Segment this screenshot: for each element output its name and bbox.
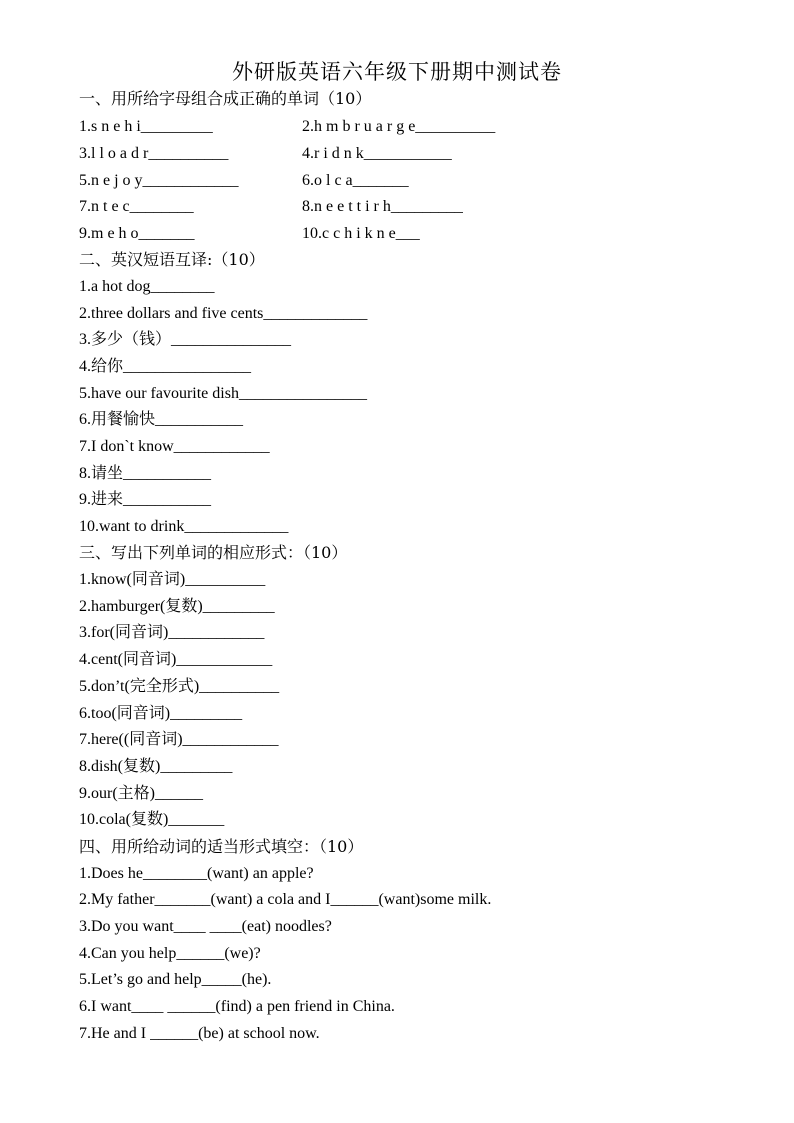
s2-item-10: 10.want to drink_____________ — [79, 518, 289, 535]
s3-item-1: 1.know(同音词)__________ — [79, 571, 266, 588]
s3-item-5: 5.don’t(完全形式)__________ — [79, 678, 280, 695]
s3-item-3: 3.for(同音词)____________ — [79, 624, 265, 641]
s3-item-4: 4.cent(同音词)____________ — [79, 651, 273, 668]
section1-heading: 一、用所给字母组合成正确的单词（10） — [79, 89, 372, 108]
s2-item-4: 4.给你________________ — [79, 358, 252, 375]
s3-item-7: 7.here((同音词)____________ — [79, 731, 279, 748]
s1-item-10: 10.c c h i k n e___ — [302, 225, 420, 242]
s3-item-8: 8.dish(复数)_________ — [79, 758, 233, 775]
s3-item-10: 10.cola(复数)_______ — [79, 811, 225, 828]
s2-item-8: 8.请坐___________ — [79, 465, 212, 482]
s2-item-1: 1.a hot dog________ — [79, 278, 215, 295]
section3-heading: 三、写出下列单词的相应形式：（10） — [79, 543, 348, 562]
s4-item-3: 3.Do you want____ ____(eat) noodles? — [79, 918, 332, 935]
s2-item-3: 3.多少（钱）_______________ — [79, 331, 292, 348]
s1-item-6: 6.o l c a_______ — [302, 172, 409, 189]
s4-item-4: 4.Can you help______(we)? — [79, 945, 261, 962]
s2-item-2: 2.three dollars and five cents_____________ — [79, 305, 368, 322]
s1-item-8: 8.n e e t t i r h_________ — [302, 198, 463, 215]
s4-item-6: 6.I want____ ______(find) a pen friend in China. — [79, 998, 395, 1015]
s1-item-9: 9.m e h o_______ — [79, 225, 195, 242]
s1-item-1: 1.s n e h i_________ — [79, 118, 213, 135]
s3-item-9: 9.our(主格)______ — [79, 785, 203, 802]
section4-heading: 四、用所给动词的适当形式填空：（10） — [79, 837, 364, 856]
s3-item-2: 2.hamburger(复数)_________ — [79, 598, 275, 615]
s4-item-2: 2.My father_______(want) a cola and I______(want)some milk. — [79, 891, 492, 908]
section2-heading: 二、英汉短语互译:（10） — [79, 250, 265, 269]
s1-item-5: 5.n e j o y____________ — [79, 172, 239, 189]
s2-item-6: 6.用餐愉快___________ — [79, 411, 244, 428]
s1-item-2: 2.h m b r u a r g e__________ — [302, 118, 496, 135]
s4-item-1: 1.Does he________(want) an apple? — [79, 865, 314, 882]
s2-item-5: 5.have our favourite dish________________ — [79, 385, 367, 402]
s1-item-4: 4.r i d n k___________ — [302, 145, 452, 162]
s2-item-7: 7.I don`t know____________ — [79, 438, 270, 455]
page-title: 外研版英语六年级下册期中测试卷 — [232, 60, 562, 84]
s4-item-5: 5.Let’s go and help_____(he). — [79, 971, 272, 988]
s4-item-7: 7.He and I ______(be) at school now. — [79, 1025, 320, 1042]
s1-item-7: 7.n t e c________ — [79, 198, 194, 215]
s2-item-9: 9.进来___________ — [79, 491, 212, 508]
s3-item-6: 6.too(同音词)_________ — [79, 705, 243, 722]
s1-item-3: 3.l l o a d r__________ — [79, 145, 229, 162]
